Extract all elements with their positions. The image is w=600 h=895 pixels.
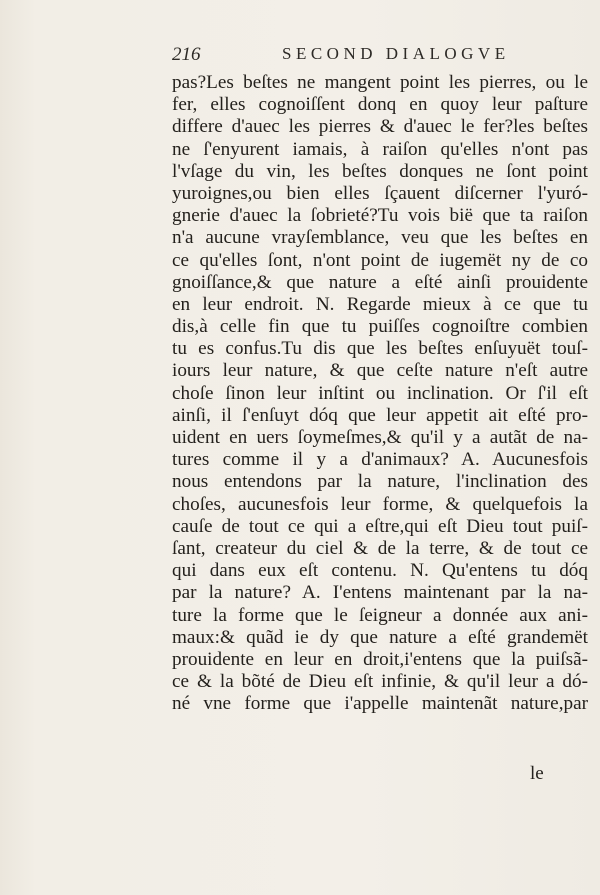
text-line: gnoiſſance,& que nature a eſté ainſi prouidente: [172, 271, 588, 293]
catchword: le: [530, 763, 544, 784]
text-line: uident en uers ſoymeſmes,& qu'il y a autãt de na-: [172, 427, 588, 448]
text-line: qui dans eux eſt contenu. N. Qu'entens tu dóq: [172, 560, 588, 582]
text-line: nous entendons par la nature, l'inclination des: [172, 471, 588, 493]
text-line: né vne forme que i'appelle maintenãt nature,par: [172, 693, 588, 715]
text-line: ſant, createur du ciel & de la terre, & de tout ce: [172, 537, 588, 559]
text-line: choſe ſinon leur inſtint ou inclination. Or ſ'il eſt: [172, 382, 588, 404]
running-head: SECOND DIALOGVE: [282, 44, 510, 63]
text-line: l'vſage du vin, les beſtes donques ne ſont point: [172, 160, 588, 182]
text-line: maux:& quãd ie dy que nature a eſté grandemët: [172, 626, 588, 648]
text-line: ture la forme que le ſeigneur a donnée aux ani-: [172, 604, 588, 626]
text-line: gnerie d'auec la ſobrieté?Tu vois bië que ta raiſon: [172, 205, 588, 227]
text-line: fer, elles cognoiſſent donq en quoy leur paſture: [172, 94, 588, 116]
text-line: en leur endroit. N. Regarde mieux à ce que tu: [172, 293, 588, 315]
text-line: ne ſ'enyurent iamais, à raiſon qu'elles n'ont pas: [172, 138, 588, 160]
text-line: iours leur nature, & que ceſte nature n'eſt autre: [172, 360, 588, 382]
text-line: tures comme il y a d'animaux? A. Aucunesfois: [172, 449, 588, 471]
text-line: prouidente en leur en droit,i'entens que la puiſsã-: [172, 648, 588, 670]
text-line: ce & la bõté de Dieu eſt infinie, & qu'il leur a dó-: [172, 671, 588, 693]
body-text: [172, 72, 588, 715]
text-line: yuroignes,ou bien elles ſçauent diſcerner l'yuró-: [172, 182, 588, 204]
page-header: [172, 40, 572, 70]
text-line: ce qu'elles ſont, n'ont point de iugemët ny de co: [172, 249, 588, 271]
text-line: par la nature? A. I'entens maintenant par la na-: [172, 582, 588, 604]
folio-number: 216: [172, 44, 201, 65]
text-line: ainſi, il ſ'enſuyt dóq que leur appetit ait eſté pro-: [172, 404, 588, 426]
text-line: dis,à celle fin que tu puiſſes cognoiſtre combien: [172, 316, 588, 338]
text-line: tu es confus.Tu dis que les beſtes enſuyuët touſ-: [172, 338, 588, 360]
text-line: n'a aucune vrayſemblance, veu que les beſtes en: [172, 227, 588, 249]
text-line: differe d'auec les pierres & d'auec le fer?les beſtes: [172, 116, 588, 138]
text-line: pas?Les beſtes ne mangent point les pierres, ou le: [172, 72, 588, 93]
text-line: cauſe de tout ce qui a eſtre,qui eſt Dieu tout puiſ-: [172, 515, 588, 537]
text-line: choſes, aucunesfois leur forme, & quelquefois la: [172, 493, 588, 515]
